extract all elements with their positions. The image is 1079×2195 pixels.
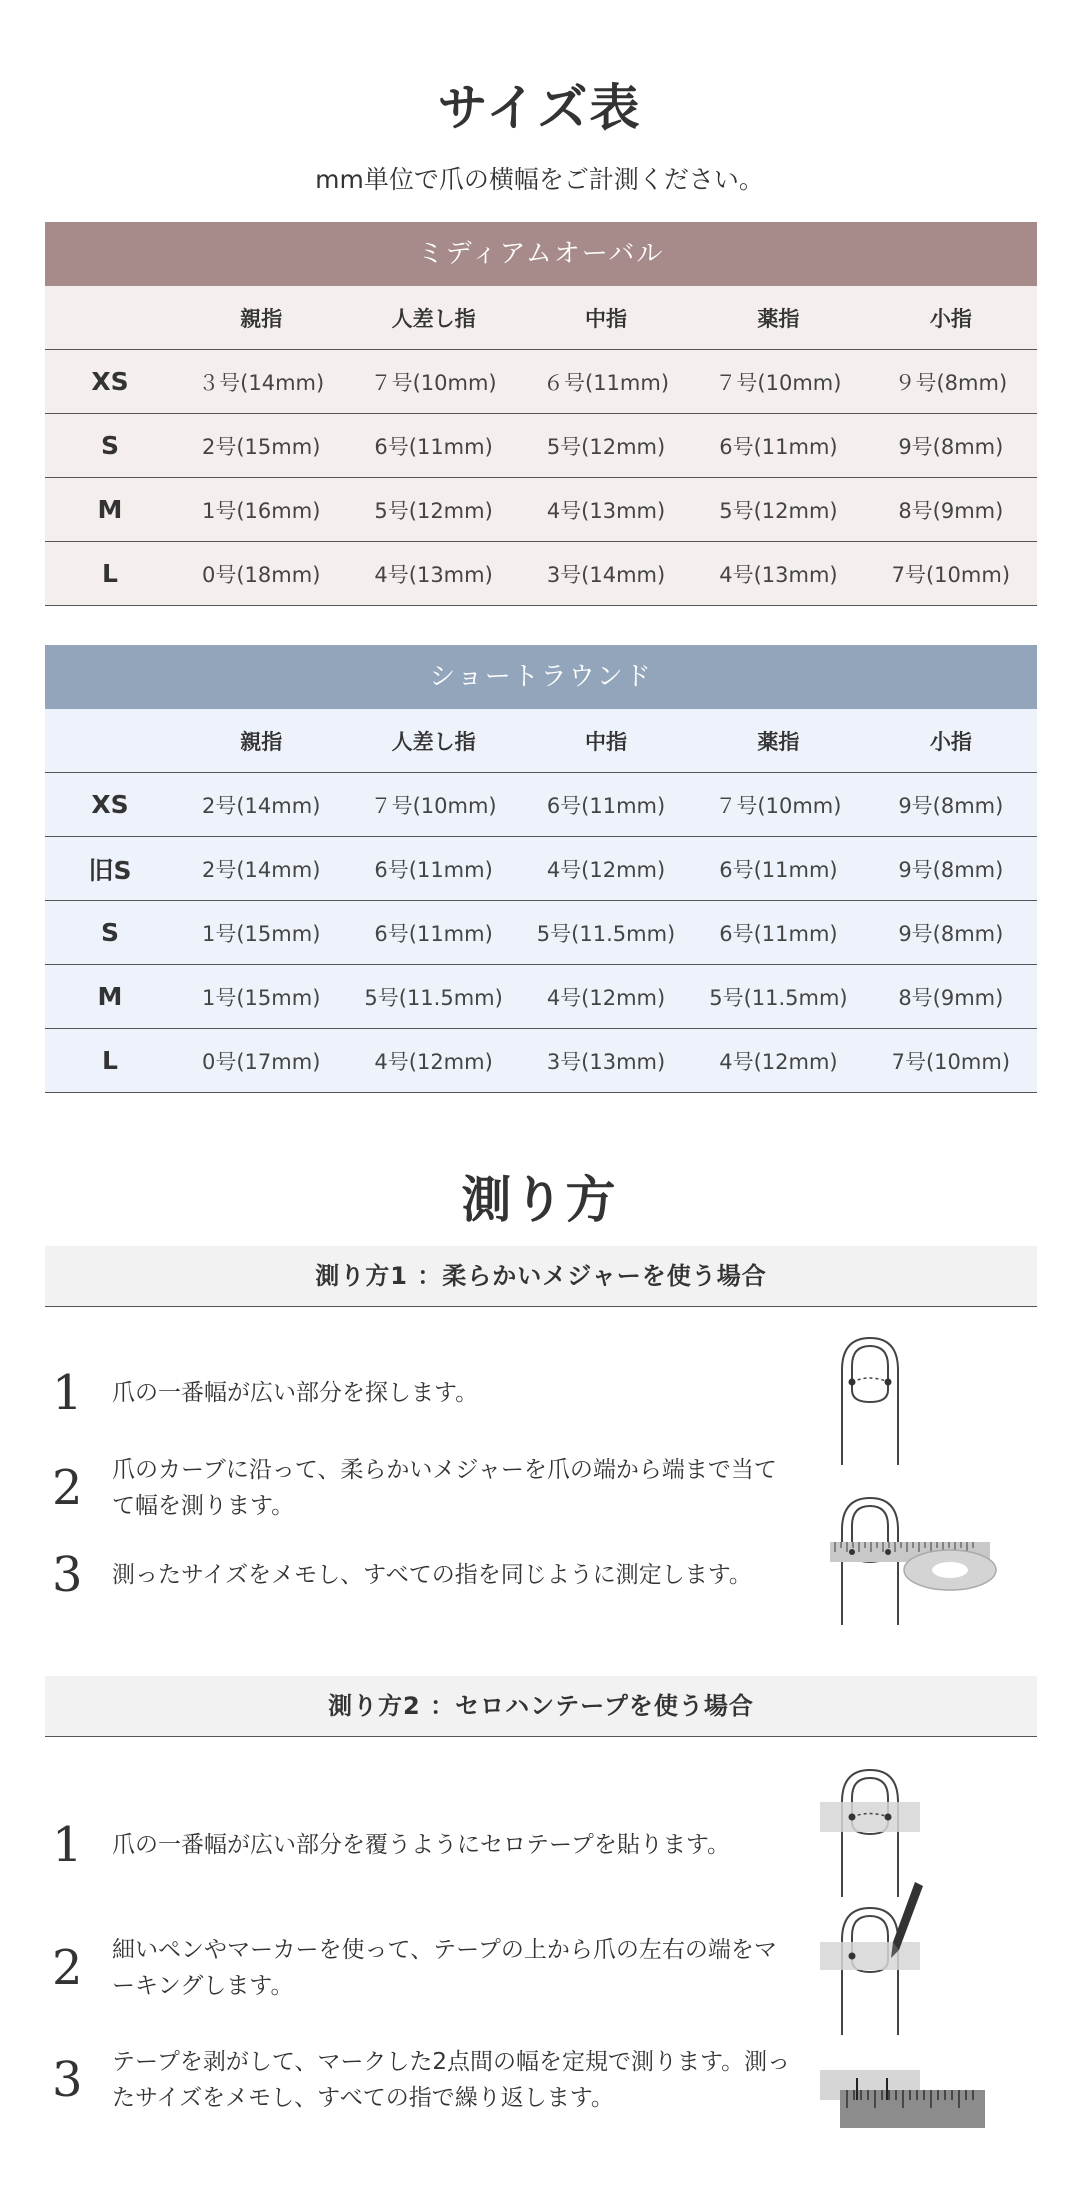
header-cell: 小指	[929, 729, 972, 754]
table-cell: 9号(8mm)	[898, 857, 1004, 882]
table-cell: 9号(8mm)	[898, 793, 1004, 818]
table-cell: 6号(11mm)	[546, 793, 666, 818]
table-row	[45, 965, 1037, 1029]
table-cell: 5号(12mm)	[546, 434, 666, 459]
table-cell: 4号(12mm)	[719, 1049, 838, 1074]
table-cell: ６号(11mm)	[543, 370, 670, 395]
table-cell: 9号(8mm)	[898, 921, 1004, 946]
table-cell: 6号(11mm)	[719, 921, 838, 946]
table-cell: 4号(12mm)	[546, 857, 666, 882]
step-number: 2	[52, 1940, 83, 1996]
table-cell: 5号(12mm)	[374, 498, 493, 523]
size-label: XS	[91, 790, 129, 819]
tape-measure-icon	[825, 1490, 1005, 1630]
table-cell: 1号(16mm)	[202, 498, 321, 523]
header-cell: 親指	[240, 306, 283, 331]
header-cell: 中指	[585, 306, 628, 331]
table-row	[45, 542, 1037, 606]
header-cell: 人差し指	[391, 729, 476, 754]
step-text: 測ったサイズをメモし、すべての指を同じように測定します。	[112, 1562, 752, 1588]
step-number: 3	[52, 1547, 83, 1603]
table-cell: 6号(11mm)	[374, 921, 493, 946]
table-cell: 5号(11.5mm)	[709, 985, 848, 1010]
header-cell: 小指	[929, 306, 972, 331]
table-cell: 3号(13mm)	[546, 1049, 666, 1074]
table-cell: 5号(11.5mm)	[364, 985, 503, 1010]
page-subtitle: mm単位で爪の横幅をご計測ください。	[315, 165, 764, 194]
table-cell: ７号(10mm)	[715, 370, 842, 395]
table-cell: 2号(15mm)	[202, 434, 321, 459]
table-cell: 2号(14mm)	[202, 793, 321, 818]
ruler-icon	[815, 2060, 995, 2140]
table-row	[45, 773, 1037, 837]
table-cell: 4号(12mm)	[546, 985, 666, 1010]
table-cell: 5号(12mm)	[719, 498, 838, 523]
size-label: M	[97, 982, 123, 1011]
header-cell: 親指	[240, 729, 283, 754]
table-cell: 4号(13mm)	[374, 562, 493, 587]
header-cell: 中指	[585, 729, 628, 754]
table-cell: 8号(9mm)	[898, 985, 1004, 1010]
table-cell: ７号(10mm)	[370, 793, 497, 818]
method2-step-3	[52, 2040, 792, 2120]
step-text: 爪の一番幅が広い部分を探します。	[112, 1380, 479, 1406]
header-cell: 薬指	[757, 306, 800, 331]
size-label: 旧S	[88, 855, 132, 885]
header-cell: 薬指	[757, 729, 800, 754]
step-number: 3	[52, 2052, 83, 2108]
table-cell: 1号(15mm)	[202, 985, 321, 1010]
size-table-short-round	[45, 645, 1037, 1093]
table-row	[45, 350, 1037, 414]
measure-title: 測り方	[461, 1171, 618, 1229]
table-cell: 6号(11mm)	[719, 857, 838, 882]
step-text: テープを剥がして、マークした2点間の幅を定規で測ります。測ったサイズをメモし、すべての指で繰り返します。	[112, 2049, 791, 2111]
table-cell: ７号(10mm)	[715, 793, 842, 818]
method2-step-2	[52, 1928, 792, 2008]
method1-step-3	[52, 1540, 792, 1610]
table-cell: 7号(10mm)	[891, 562, 1011, 587]
nail-width-icon	[830, 1330, 910, 1470]
size-label: XS	[91, 367, 129, 396]
table-cell: 5号(11.5mm)	[536, 921, 676, 946]
table-cell: 9号(8mm)	[898, 434, 1004, 459]
table-cell: 7号(10mm)	[891, 1049, 1011, 1074]
method2-step-1	[52, 1810, 792, 1880]
table-cell: 6号(11mm)	[374, 434, 493, 459]
size-label: S	[100, 918, 119, 947]
table-cell: ９号(8mm)	[894, 370, 1008, 395]
method1-heading: 測り方1 ：柔らかいメジャーを使う場合	[45, 1246, 1037, 1307]
table-row	[45, 837, 1037, 901]
pen-marking-icon	[815, 1880, 935, 2040]
step-number: 2	[52, 1460, 83, 1516]
table-row	[45, 478, 1037, 542]
table-row	[45, 414, 1037, 478]
header-cell: 人差し指	[391, 306, 476, 331]
table-cell: 0号(17mm)	[202, 1049, 321, 1074]
table-cell: 6号(11mm)	[374, 857, 493, 882]
step-number: 1	[52, 1817, 83, 1873]
table-cell: 4号(12mm)	[374, 1049, 493, 1074]
table-cell: 4号(13mm)	[719, 562, 838, 587]
table-cell: 3号(14mm)	[546, 562, 666, 587]
step-text: 爪のカーブに沿って、柔らかいメジャーを爪の端から端まで当てて幅を測ります。	[112, 1457, 777, 1519]
size-label: S	[100, 431, 119, 460]
step-text: 細いペンやマーカーを使って、テープの上から爪の左右の端をマーキングします。	[112, 1937, 777, 1999]
table-header-row	[45, 286, 1037, 350]
size-table-medium-oval	[45, 222, 1037, 606]
method2-heading: 測り方2 ：セロハンテープを使う場合	[45, 1676, 1037, 1737]
size-label: M	[97, 495, 123, 524]
table-title: ショートラウンド	[45, 645, 1037, 709]
page-title: サイズ表	[437, 79, 642, 137]
size-label: L	[102, 559, 118, 588]
table-cell: 8号(9mm)	[898, 498, 1004, 523]
table-title: ミディアムオーバル	[45, 222, 1037, 286]
table-row	[45, 1029, 1037, 1093]
table-cell: 2号(14mm)	[202, 857, 321, 882]
method1-step-1	[52, 1358, 792, 1428]
table-header-row	[45, 709, 1037, 773]
table-cell: ７号(10mm)	[370, 370, 497, 395]
table-row	[45, 901, 1037, 965]
table-cell: 4号(13mm)	[546, 498, 666, 523]
method1-step-2	[52, 1448, 792, 1528]
table-cell: 6号(11mm)	[719, 434, 838, 459]
size-label: L	[102, 1046, 118, 1075]
step-number: 1	[52, 1365, 83, 1421]
table-cell: ３号(14mm)	[198, 370, 325, 395]
step-text: 爪の一番幅が広い部分を覆うようにセロテープを貼ります。	[112, 1832, 731, 1858]
table-cell: 1号(15mm)	[202, 921, 321, 946]
table-cell: 0号(18mm)	[202, 562, 321, 587]
